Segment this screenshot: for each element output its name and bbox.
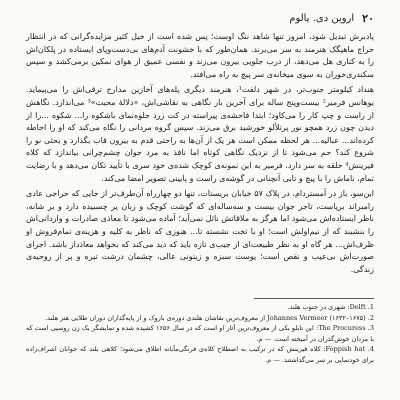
paragraph-2: هنداد کیلومتر جنوب‌تر، در شهر دلفت¹، هنرمند دیگری پله‌های آخازین مدارج ترقی‌اش را می‌پیماید. یوهانس فرمیر² بیست‌وپنج ساله برای آخرین بار نگاهی به نقاشی‌اش، «دلالهٔ محبت»³ می‌اندازد. نگاهش از راست و چپ کار را می‌کاود؛ ابتدا فاحشه‌ی پیراسته در کت زرد جلوه‌نمای باشکوه را... شکوه ...را از دیدن چون زرد همچو نور پرتلألو خورشید برق می‌زند. سپس گروه مردانی را نگاه می‌کند که او را احاطه کرده‌اند... عبالیه... هر لحظه ممکن است هر یک از آن‌ها به راحتی قدم به بیرون قاب بگذارد و بحثی نو را شروع کند؟ حم می‌شود تا از نزدیک نگاهی کوتاه اما نافذ به مرد جوان چشم‌چرانی بیاندازد که کلاه فیرینش⁴ حلقه به سر دارد. فرمیر به این نمونه‌ی کوچک شده‌ی خود سری با تأیید تکان می‌دهد و با رضایت تمام، ناماش را با پیچ و تابی آنچنانی در گوشه‌ی راست و پایینی تصویر امضا می‌کند. — [26, 85, 375, 183]
paragraph-3: این‌سو، باز در آمستردام، در پلاک ۵۷ خیابان بریستات، تنها دو چهارراه آن‌طرف‌تر از جایی که حراجی عادی رامبراند برپاست، تاجر جوان بیست و سه‌ساله‌ای که گوشت کوچک و زبان پر چسبیده دارد و بر شانه، ناظر ایستاده‌اش می‌شود اما هرگز به ملاقاتش نائل نمی‌آید؛ آماده می‌شود تا معاذی صادرات و وارداتی‌اش را بنشیند که از نیم‌اولش است؛ او با تخت نشسته تا... هنوزی که ناظر به کلیه و هزینه‌ی تمام‌فروش او ظرف‌اش... هر گاه او به نظر طبیعت‌ای از جیب‌ی تازه باید که دید می‌کند که بخواهد معاذ‌داز باشد. اجرای صورت‌اش بی‌عیب و نقص است؛ پوست سبزه و زیتونی عالی، چشمان درشت تیره و پر از روحیه‌ی زندگی. — [26, 189, 375, 274]
running-title: اروین دی. یالوم — [289, 12, 355, 24]
footnote-1: 1. Delft: شهری در جنوب هلند. — [287, 303, 374, 311]
footnote-3: 3. The Procuress: این تابلو یکی از معروف‌ترین آثار او است که در سال ۱۶۵۶ کشیده شده و نمایشگر یک زن روسپی است که با مردان خوش‌گذران در آمیخته است. — م. — [26, 324, 374, 343]
footnote-divider — [254, 298, 374, 299]
footnote-2: 2. Johannes Vermeer (۱۶۳۲–۱۶۷۵) از معروف‌ترین نقاشان هلندی دوره‌ی باروک و از پایه‌گذاران دوران طلایی هنر هلند. — [45, 313, 374, 322]
body-text — [26, 31, 374, 276]
footnote-4: 4. Foppish hat: کلاه فیرینش که در ترکیب به اصطلاح کلاه‌ی فرنگی‌مآبانه اطلاق می‌شود؛ کلاهی بلند که جوانان اشراف‌زاده برای خودنمایی بر سر می‌گذاشتند. — م. — [26, 345, 374, 364]
page-header — [26, 10, 374, 26]
page-number: ۲۰ — [362, 11, 374, 25]
footnotes — [26, 302, 374, 365]
paragraph-1: پادبرش تبدیل شود، امروز تنها شاهد ننگ اوست؛ پس شده است از خیل کثیر مزایده‌گرانی که در انتظار حراج ماهیگک هنرمند به سر می‌برند. همان‌طور که با خشونت آدم‌های بی‌دست‌وپای ایستاده در پلکان‌اش را به کناری هل می‌دهد، از درب جلویی بیرون می‌زند و نفسی عمیق از هوای نمکین برمی‌کشد و سپس سکندری‌خوران به سوی میخانه‌ی سر پیچ به راه می‌افتد. — [26, 32, 374, 79]
